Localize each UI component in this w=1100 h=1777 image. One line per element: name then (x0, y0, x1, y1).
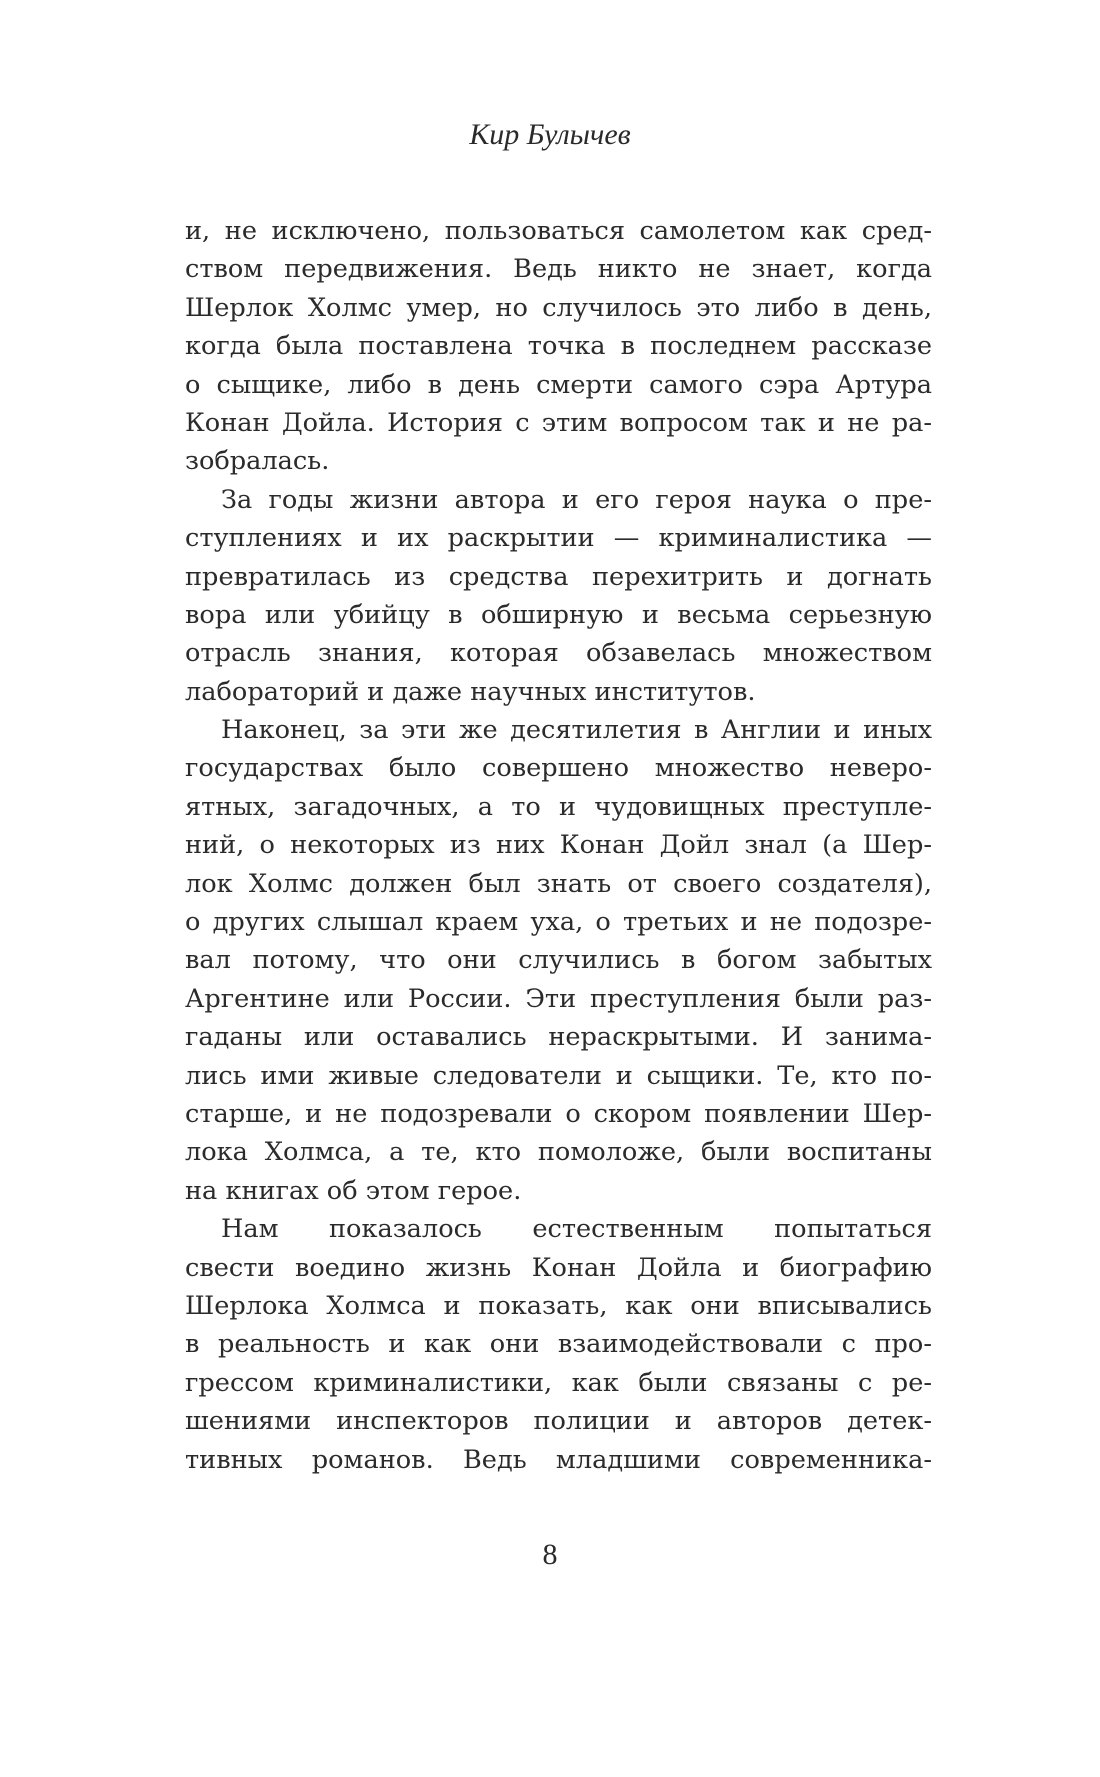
text-line: на книгах об этом герое. (185, 1175, 522, 1206)
text-line: и, не исключено, пользоваться самолетом как сред- (185, 216, 932, 246)
body-text (185, 212, 932, 1479)
text-line: гаданы или оставались нераскрытыми. И занима- (185, 1022, 932, 1053)
text-line: ний, о некоторых из них Конан Дойл знал (а Шер- (185, 830, 932, 861)
text-line: вора или убийцу в обширную и весьма серьезную (185, 599, 932, 630)
text-line: о сыщике, либо в день смерти самого сэра Артура (185, 369, 932, 400)
text-line: Конан Дойла. История с этим вопросом так и не ра- (185, 407, 932, 438)
text-line: Шерлок Холмс умер, но случилось это либо в день, (185, 292, 932, 323)
text-line: Нам показалось естественным попытаться (221, 1214, 932, 1245)
text-line: когда была поставлена точка в последнем рассказе (185, 331, 932, 362)
text-line: тивных романов. Ведь младшими современника- (185, 1444, 932, 1475)
text-line: Аргентине или России. Эти преступления были раз- (185, 983, 932, 1014)
text-line: Шерлока Холмса и показать, как они вписывались (185, 1290, 932, 1321)
text-line: превратилась из средства перехитрить и догнать (185, 561, 932, 592)
running-head-author: Кир Булычев (469, 118, 631, 151)
text-line: лись ими живые следователи и сыщики. Те, кто по- (185, 1060, 932, 1091)
text-line: государствах было совершено множество неверо- (185, 753, 932, 784)
text-line: грессом криминалистики, как были связаны с ре- (185, 1367, 932, 1398)
text-line: ством передвижения. Ведь никто не знает, когда (185, 254, 932, 285)
text-line: За годы жизни автора и его героя наука о пре- (221, 484, 932, 515)
text-line: лока Холмса, а те, кто помоложе, были воспитаны (185, 1137, 932, 1168)
text-line: шениями инспекторов полиции и авторов детек- (185, 1406, 932, 1437)
text-line: Наконец, за эти же десятилетия в Англии и иных (221, 715, 932, 746)
text-line: старше, и не подозревали о скором появлении Шер- (185, 1098, 932, 1129)
text-line: ятных, загадочных, а то и чудовищных преступле- (185, 791, 932, 822)
text-line: в реальность и как они взаимодействовали с про- (185, 1329, 932, 1360)
text-line: лабораторий и даже научных институтов. (185, 676, 756, 707)
page-number: 8 (542, 1538, 558, 1571)
text-line: вал потому, что они случились в богом забытых (185, 945, 932, 976)
text-line: ступлениях и их раскрытии — криминалистика — (185, 523, 932, 554)
text-line: лок Холмс должен был знать от своего создателя), (185, 868, 932, 899)
text-line: о других слышал краем уха, о третьих и не подозре- (185, 907, 932, 938)
text-line: зобралась. (185, 446, 330, 477)
text-line: отрасль знания, которая обзавелась множеством (185, 638, 932, 669)
text-line: свести воедино жизнь Конан Дойла и биографию (185, 1252, 932, 1283)
